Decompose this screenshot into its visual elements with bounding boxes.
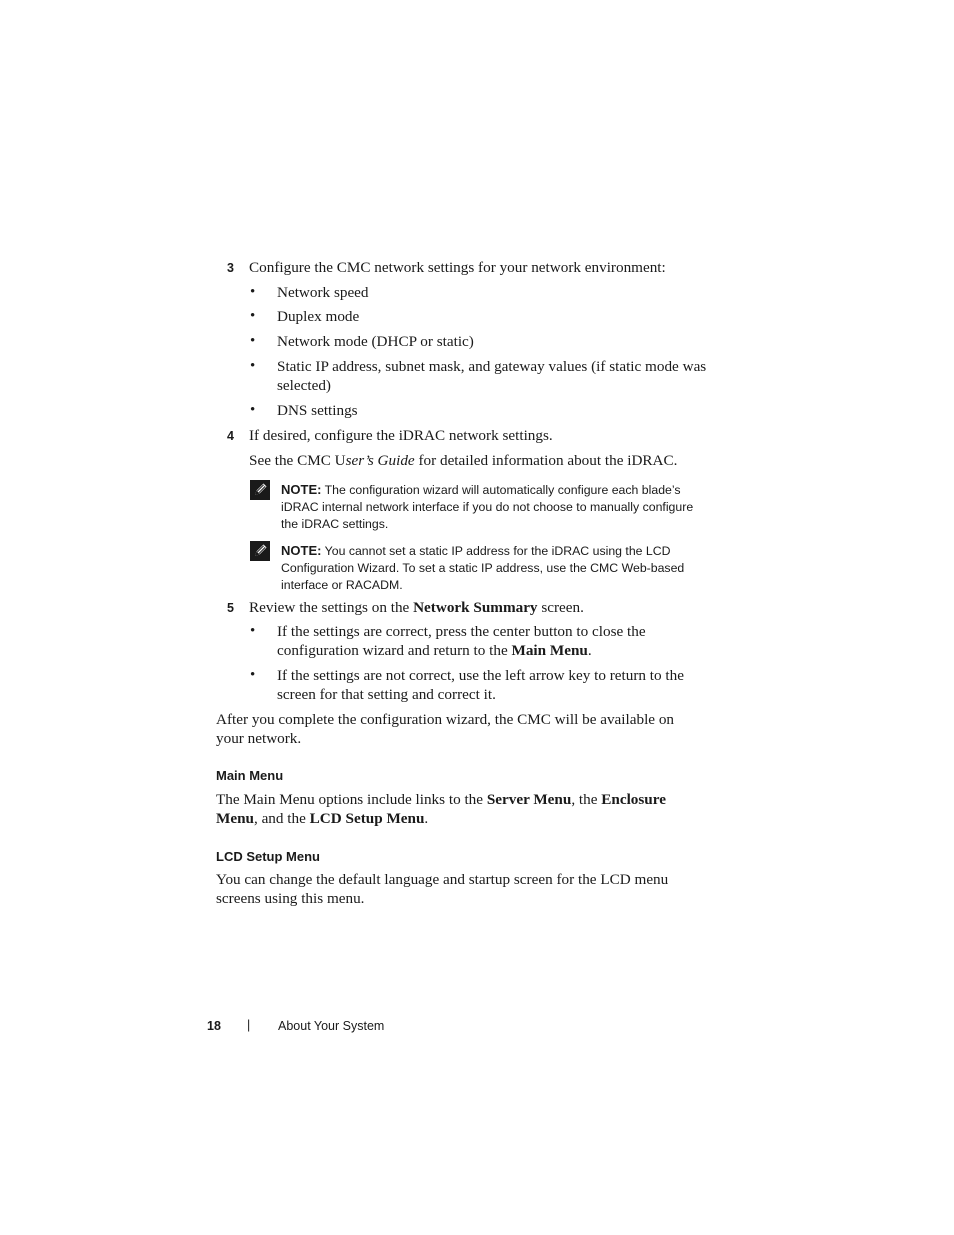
bullet-icon: • — [250, 402, 256, 418]
step-5-suffix: screen. — [537, 599, 584, 616]
after-paragraph-line2: your network. — [216, 730, 302, 747]
main-menu-and: , and the — [253, 810, 310, 827]
enclosure-menu-label: Menu — [216, 810, 254, 827]
lcd-setup-line1: You can change the default language and startup screen for the LCD menu — [216, 871, 669, 888]
step-number-4: 4 — [227, 429, 234, 443]
enclosure-label: Enclosure — [601, 791, 666, 808]
footer-chapter-title: About Your System — [278, 1019, 385, 1033]
pencil-note-icon — [250, 480, 270, 500]
step-number-3: 3 — [227, 261, 234, 275]
step-4-see-guide — [249, 452, 677, 470]
footer-separator: | — [247, 1018, 251, 1032]
note-1-label: NOTE: — [281, 482, 322, 497]
bullet-icon: • — [250, 308, 256, 324]
bullet-network-speed: Network speed — [277, 284, 369, 301]
bullet-static-ip-line2: selected) — [277, 377, 331, 394]
step-5-text — [249, 599, 584, 617]
pencil-note-icon — [250, 541, 270, 561]
note-1 — [281, 481, 693, 533]
bullet-static-ip-line1: Static IP address, subnet mask, and gateway values (if static mode was — [277, 358, 707, 375]
see-guide-suffix: for detailed information about the iDRAC. — [414, 452, 678, 469]
main-menu-prefix: The Main Menu options include links to the — [216, 791, 487, 808]
return-suffix: . — [587, 642, 592, 659]
note-2-line-3: interface or RACADM. — [281, 578, 403, 592]
main-menu-line2 — [216, 810, 428, 828]
page-number: 18 — [207, 1019, 221, 1033]
bullet-icon: • — [250, 623, 256, 639]
bullet-network-mode: Network mode (DHCP or static) — [277, 333, 474, 350]
step-5-prefix: Review the settings on the — [249, 599, 414, 616]
note-1-line-3: the iDRAC settings. — [281, 517, 389, 531]
bullet-settings-correct-line2 — [277, 642, 592, 660]
main-menu-label: Main Menu — [511, 642, 588, 659]
step-3-text: Configure the CMC network settings for your network environment: — [249, 259, 666, 276]
see-guide-prefix: See the CMC U — [249, 452, 346, 469]
main-menu-connector: , the — [571, 791, 602, 808]
main-menu-heading: Main Menu — [216, 768, 284, 783]
bullet-icon: • — [250, 284, 256, 300]
main-menu-period: . — [424, 810, 429, 827]
note-2-label: NOTE: — [281, 543, 322, 558]
lcd-setup-menu-label: LCD Setup Menu — [309, 810, 425, 827]
bullet-icon: • — [250, 333, 256, 349]
network-summary-label: Network Summary — [413, 599, 538, 616]
after-paragraph-line1: After you complete the configuration wizard, the CMC will be available on — [216, 711, 675, 728]
bullet-settings-incorrect-line1: If the settings are not correct, use the left arrow key to return to the — [277, 667, 684, 684]
return-prefix: configuration wizard and return to the — [277, 642, 512, 659]
bullet-icon: • — [250, 358, 256, 374]
note-1-line-2: iDRAC internal network interface if you do not choose to manually configure — [281, 500, 694, 514]
bullet-settings-incorrect-line2: screen for that setting and correct it. — [277, 686, 496, 703]
bullet-duplex-mode: Duplex mode — [277, 308, 360, 325]
lcd-setup-line2: screens using this menu. — [216, 890, 365, 907]
bullet-settings-correct-line1: If the settings are correct, press the center button to close the — [277, 623, 646, 640]
server-menu-label: Server Menu — [486, 791, 572, 808]
step-number-5: 5 — [227, 601, 234, 615]
bullet-dns-settings: DNS settings — [277, 402, 358, 419]
step-4-text: If desired, configure the iDRAC network settings. — [249, 427, 553, 444]
main-menu-line1 — [216, 791, 666, 809]
note-1-line-1: The configuration wizard will automatically configure each blade’s — [324, 483, 681, 497]
note-2-line-1: You cannot set a static IP address for the iDRAC using the LCD — [324, 544, 671, 558]
note-2-line-2: Configuration Wizard. To set a static IP address, use the CMC Web-based — [281, 561, 685, 575]
note-2 — [281, 542, 684, 594]
bullet-icon: • — [250, 667, 256, 683]
users-guide-title: ser’s Guide — [345, 452, 415, 469]
lcd-setup-menu-heading: LCD Setup Menu — [216, 849, 320, 864]
